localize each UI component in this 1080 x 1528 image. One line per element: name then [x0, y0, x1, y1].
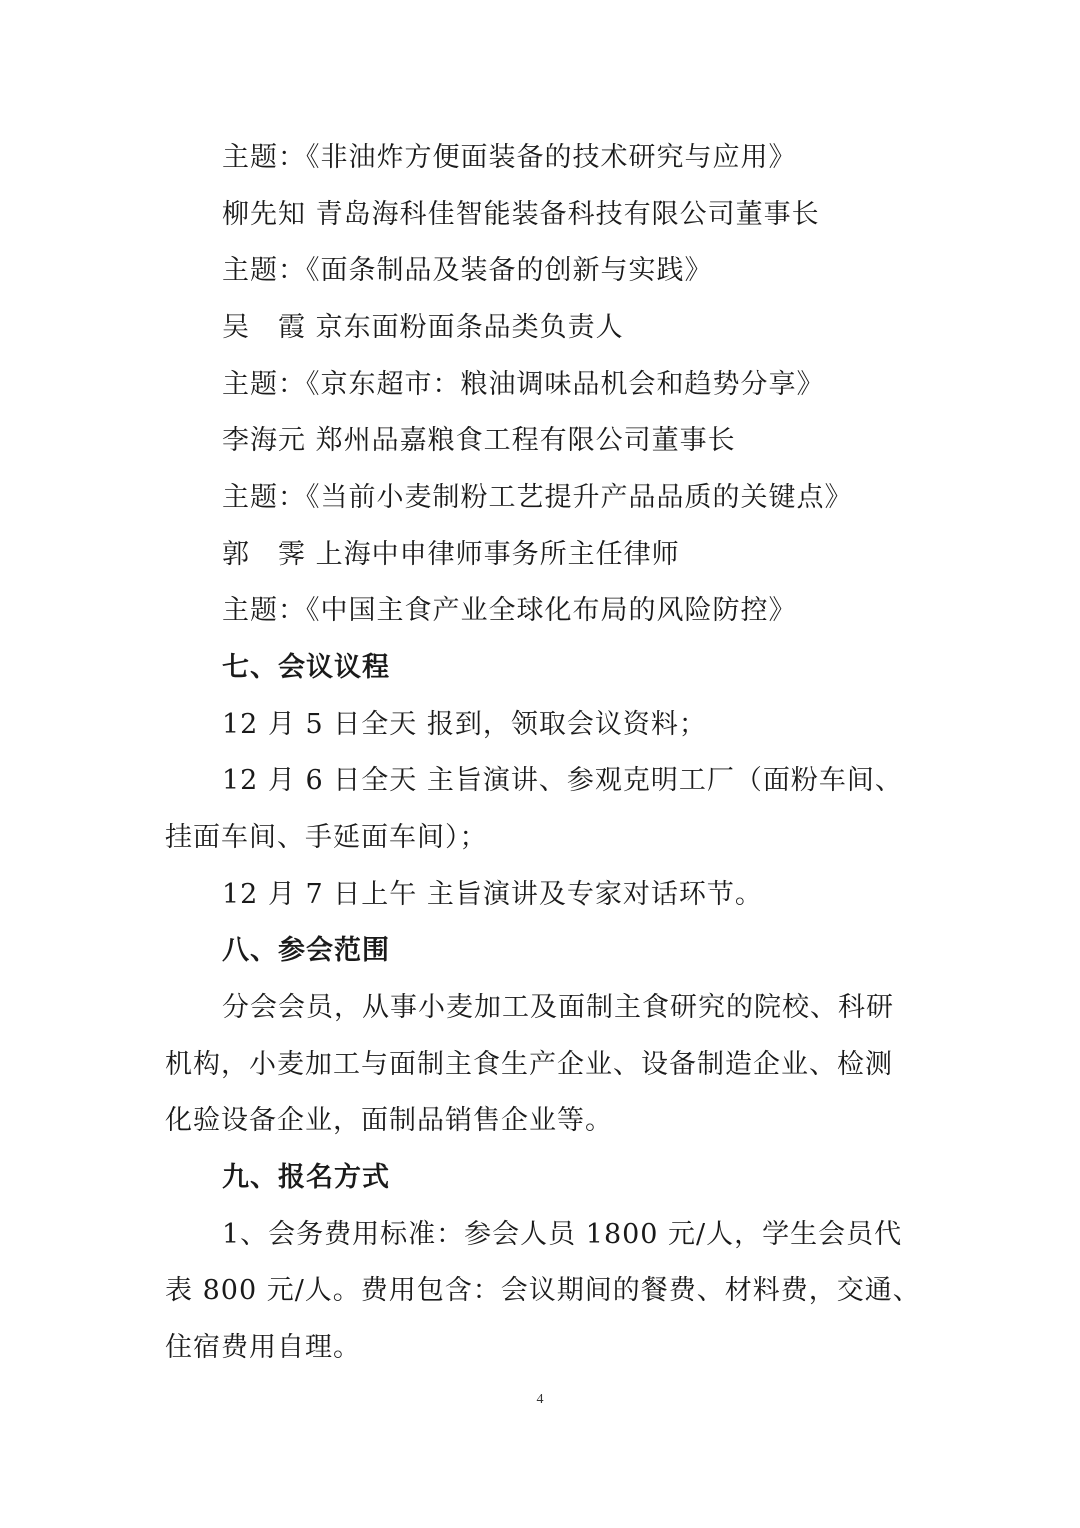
speaker-name-2: 柳先知 青岛海科佳智能装备科技有限公司董事长: [222, 199, 820, 230]
speaker-topic-1: 主题：《非油炸方便面装备的技术研究与应用》: [222, 142, 797, 173]
agenda-line-2: 12 月 6 日全天 主旨演讲、参观克明工厂（面粉车间、: [222, 765, 903, 796]
registration-line-3: 住宿费用自理。: [165, 1332, 361, 1363]
speaker-name-4: 李海元 郑州品嘉粮食工程有限公司董事长: [222, 425, 736, 456]
speaker-topic-2: 主题：《面条制品及装备的创新与实践》: [222, 255, 713, 286]
speaker-topic-5: 主题：《中国主食产业全球化布局的风险防控》: [222, 595, 797, 626]
agenda-line-1: 12 月 5 日全天 报到，领取会议资料；: [222, 709, 707, 740]
speaker-name-5: 郭 霁 上海中申律师事务所主任律师: [222, 539, 680, 570]
section-heading-agenda: 七、会议议程: [222, 652, 390, 683]
section-heading-scope: 八、参会范围: [222, 935, 390, 966]
agenda-line-4: 12 月 7 日上午 主旨演讲及专家对话环节。: [222, 879, 763, 910]
registration-line-1: 1、会务费用标准：参会人员 1800 元/人，学生会员代: [222, 1219, 903, 1250]
agenda-line-3: 挂面车间、手延面车间）；: [165, 822, 488, 853]
scope-line-2: 机构，小麦加工与面制主食生产企业、设备制造企业、检测: [165, 1049, 893, 1080]
page-number: 4: [536, 1392, 544, 1407]
section-heading-registration: 九、报名方式: [222, 1162, 390, 1193]
scope-line-3: 化验设备企业，面制品销售企业等。: [165, 1105, 613, 1136]
registration-line-2: 表 800 元/人。费用包含：会议期间的餐费、材料费，交通、: [165, 1275, 921, 1306]
speaker-topic-4: 主题：《当前小麦制粉工艺提升产品品质的关键点》: [222, 482, 853, 513]
speaker-topic-3: 主题：《京东超市：粮油调味品机会和趋势分享》: [222, 369, 825, 400]
speaker-name-3: 吴 霞 京东面粉面条品类负责人: [222, 312, 624, 343]
scope-line-1: 分会会员，从事小麦加工及面制主食研究的院校、科研: [222, 992, 894, 1023]
